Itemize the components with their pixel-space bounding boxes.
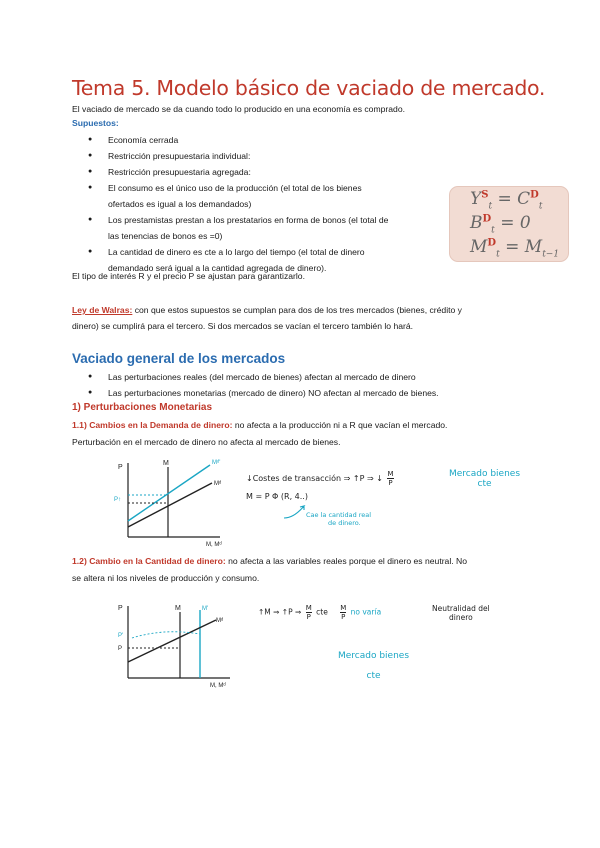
equation-bonds: $B^D_t = 0$	[470, 213, 531, 236]
section-heading: Vaciado general de los mercados	[72, 351, 286, 366]
supply-old-label: M	[175, 605, 181, 612]
list-item: ● Economía cerrada	[88, 132, 438, 148]
section-bullets	[88, 369, 438, 401]
paragraph-1-2: 1.2) Cambio en la Cantidad de dinero: no afecta a las variables reales porque el dinero es neutral. No	[72, 556, 468, 566]
supuestos-label: Supuestos:	[72, 118, 119, 128]
walras-line-2: dinero) se cumplirá para el tercero. Si dos mercados se vacían el tercero también lo hará.	[72, 321, 414, 331]
supuestos-list	[88, 132, 438, 276]
sketch2-market-note: Mercado bienes cte	[338, 651, 410, 681]
supply-new-label: M'	[202, 606, 209, 612]
axis-y-label: P	[118, 605, 123, 612]
sketch2-neutral-note: Neutralidad del dinero	[432, 604, 490, 622]
paragraph-1-2-cont: se altera ni los niveles de producción y consumo.	[72, 573, 260, 583]
paragraph-1-1-cont: Perturbación en el mercado de dinero no afecta al mercado de bienes.	[72, 437, 341, 447]
equation-money: $M^D_t = M_{t-1}$	[470, 237, 560, 260]
axis-y-label: P	[118, 464, 123, 471]
sketch1-note-eq: M = P Φ (R, 4..)	[246, 492, 308, 501]
list-item: ● Las perturbaciones reales (del mercado de bienes) afectan al mercado de dinero	[88, 369, 438, 385]
sketch1-market-note: Mercado bienes cte	[449, 469, 521, 489]
list-item: ● Las perturbaciones monetarias (mercado de dinero) NO afectan al mercado de bienes.	[88, 385, 438, 401]
list-item: ● Restricción presupuestaria agregada:	[88, 164, 438, 180]
list-item: ● La cantidad de dinero es cte a lo largo del tiempo (el total de dinero demandado será igual a la cantidad agregada de dinero).	[88, 244, 438, 276]
list-item: ● El consumo es el único uso de la producción (el total de los bienes ofertados es igual a los demandados)	[88, 180, 438, 212]
supply-label: M	[163, 460, 169, 467]
paragraph-1-1: 1.1) Cambios en la Demanda de dinero: no afecta a la producción ni a R que vacían el mercado.	[72, 420, 448, 430]
page-title: Tema 5. Modelo básico de vaciado de mercado.	[72, 76, 546, 100]
money-demand-line	[128, 620, 216, 662]
price-label: P↑	[114, 497, 122, 503]
sketch-money-demand	[110, 455, 230, 550]
axis-x-label: M, Mᵈ	[206, 542, 222, 548]
list-item: ● Restricción presupuestaria individual:	[88, 148, 438, 164]
price-old-label: P	[118, 646, 123, 652]
price-new-label: P'	[118, 633, 124, 639]
money-demand-new	[128, 465, 210, 521]
sketch1-note-main: ↓Costes de transacción ⇒ ↑P ⇒ ↓ $\frac{M}{P}$	[246, 470, 394, 487]
axis-x-label: M, Mᵈ	[210, 683, 226, 689]
demand-new-label: Mᵈ'	[212, 460, 221, 466]
money-demand-old	[128, 483, 212, 527]
interest-text: El tipo de interés R y el precio P se ajustan para garantizarlo.	[72, 271, 305, 281]
sketch2-note: ↑M ⇒ ↑P ⇒ $\frac{M}{P}$ cte $\frac{M}{P}$ no varía	[258, 604, 382, 621]
sketch1-note-cyan: Cae la cantidad real de dinero.	[306, 511, 372, 527]
equations-box	[449, 186, 569, 262]
subsection-heading: 1) Perturbaciones Monetarias	[72, 402, 213, 413]
walras-line-1: Ley de Walras: con que estos supuestos se cumplan para dos de los tres mercados (bienes, crédito y	[72, 305, 462, 315]
sketch-money-supply	[108, 598, 238, 693]
list-item: ● Los prestamistas prestan a los prestatarios en forma de bonos (el total de las tenencias de bonos es =0)	[88, 212, 438, 244]
demand-old-label: Mᵈ	[214, 481, 222, 487]
demand-label: Mᵈ	[216, 618, 224, 624]
walras-label: Ley de Walras:	[72, 305, 133, 315]
equation-goods: $Y^S_t = C^D_t$	[470, 189, 543, 212]
intro-text: El vaciado de mercado se da cuando todo lo producido en una economía es comprado.	[72, 104, 405, 114]
